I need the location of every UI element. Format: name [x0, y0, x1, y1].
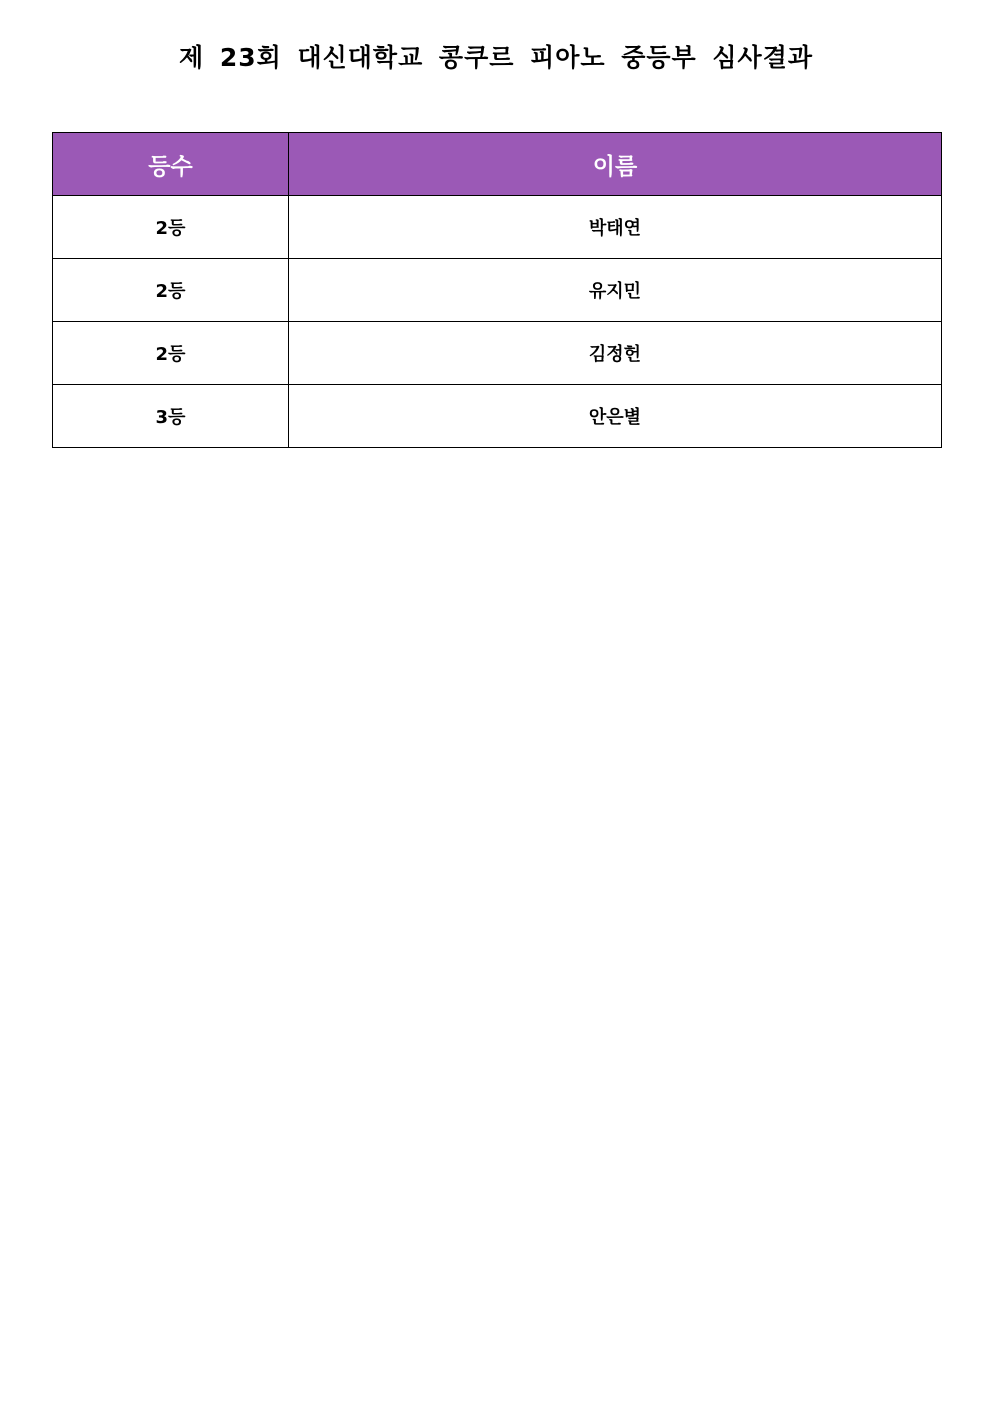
table-row	[53, 259, 942, 322]
rank-cell: 3등	[53, 385, 289, 448]
table-row	[53, 196, 942, 259]
name-cell: 김정헌	[289, 322, 942, 385]
results-table	[52, 132, 942, 448]
name-cell: 박태연	[289, 196, 942, 259]
document-title: 제 23회 대신대학교 콩쿠르 피아노 중등부 심사결과	[178, 43, 813, 72]
rank-cell: 2등	[53, 322, 289, 385]
header-name: 이름	[289, 133, 942, 196]
name-cell: 유지민	[289, 259, 942, 322]
table-header-row	[53, 133, 942, 196]
rank-cell: 2등	[53, 196, 289, 259]
table-header	[53, 133, 942, 196]
table-row	[53, 385, 942, 448]
name-cell: 안은별	[289, 385, 942, 448]
rank-cell: 2등	[53, 259, 289, 322]
header-rank: 등수	[53, 133, 289, 196]
table-row	[53, 322, 942, 385]
table-body	[53, 196, 942, 448]
